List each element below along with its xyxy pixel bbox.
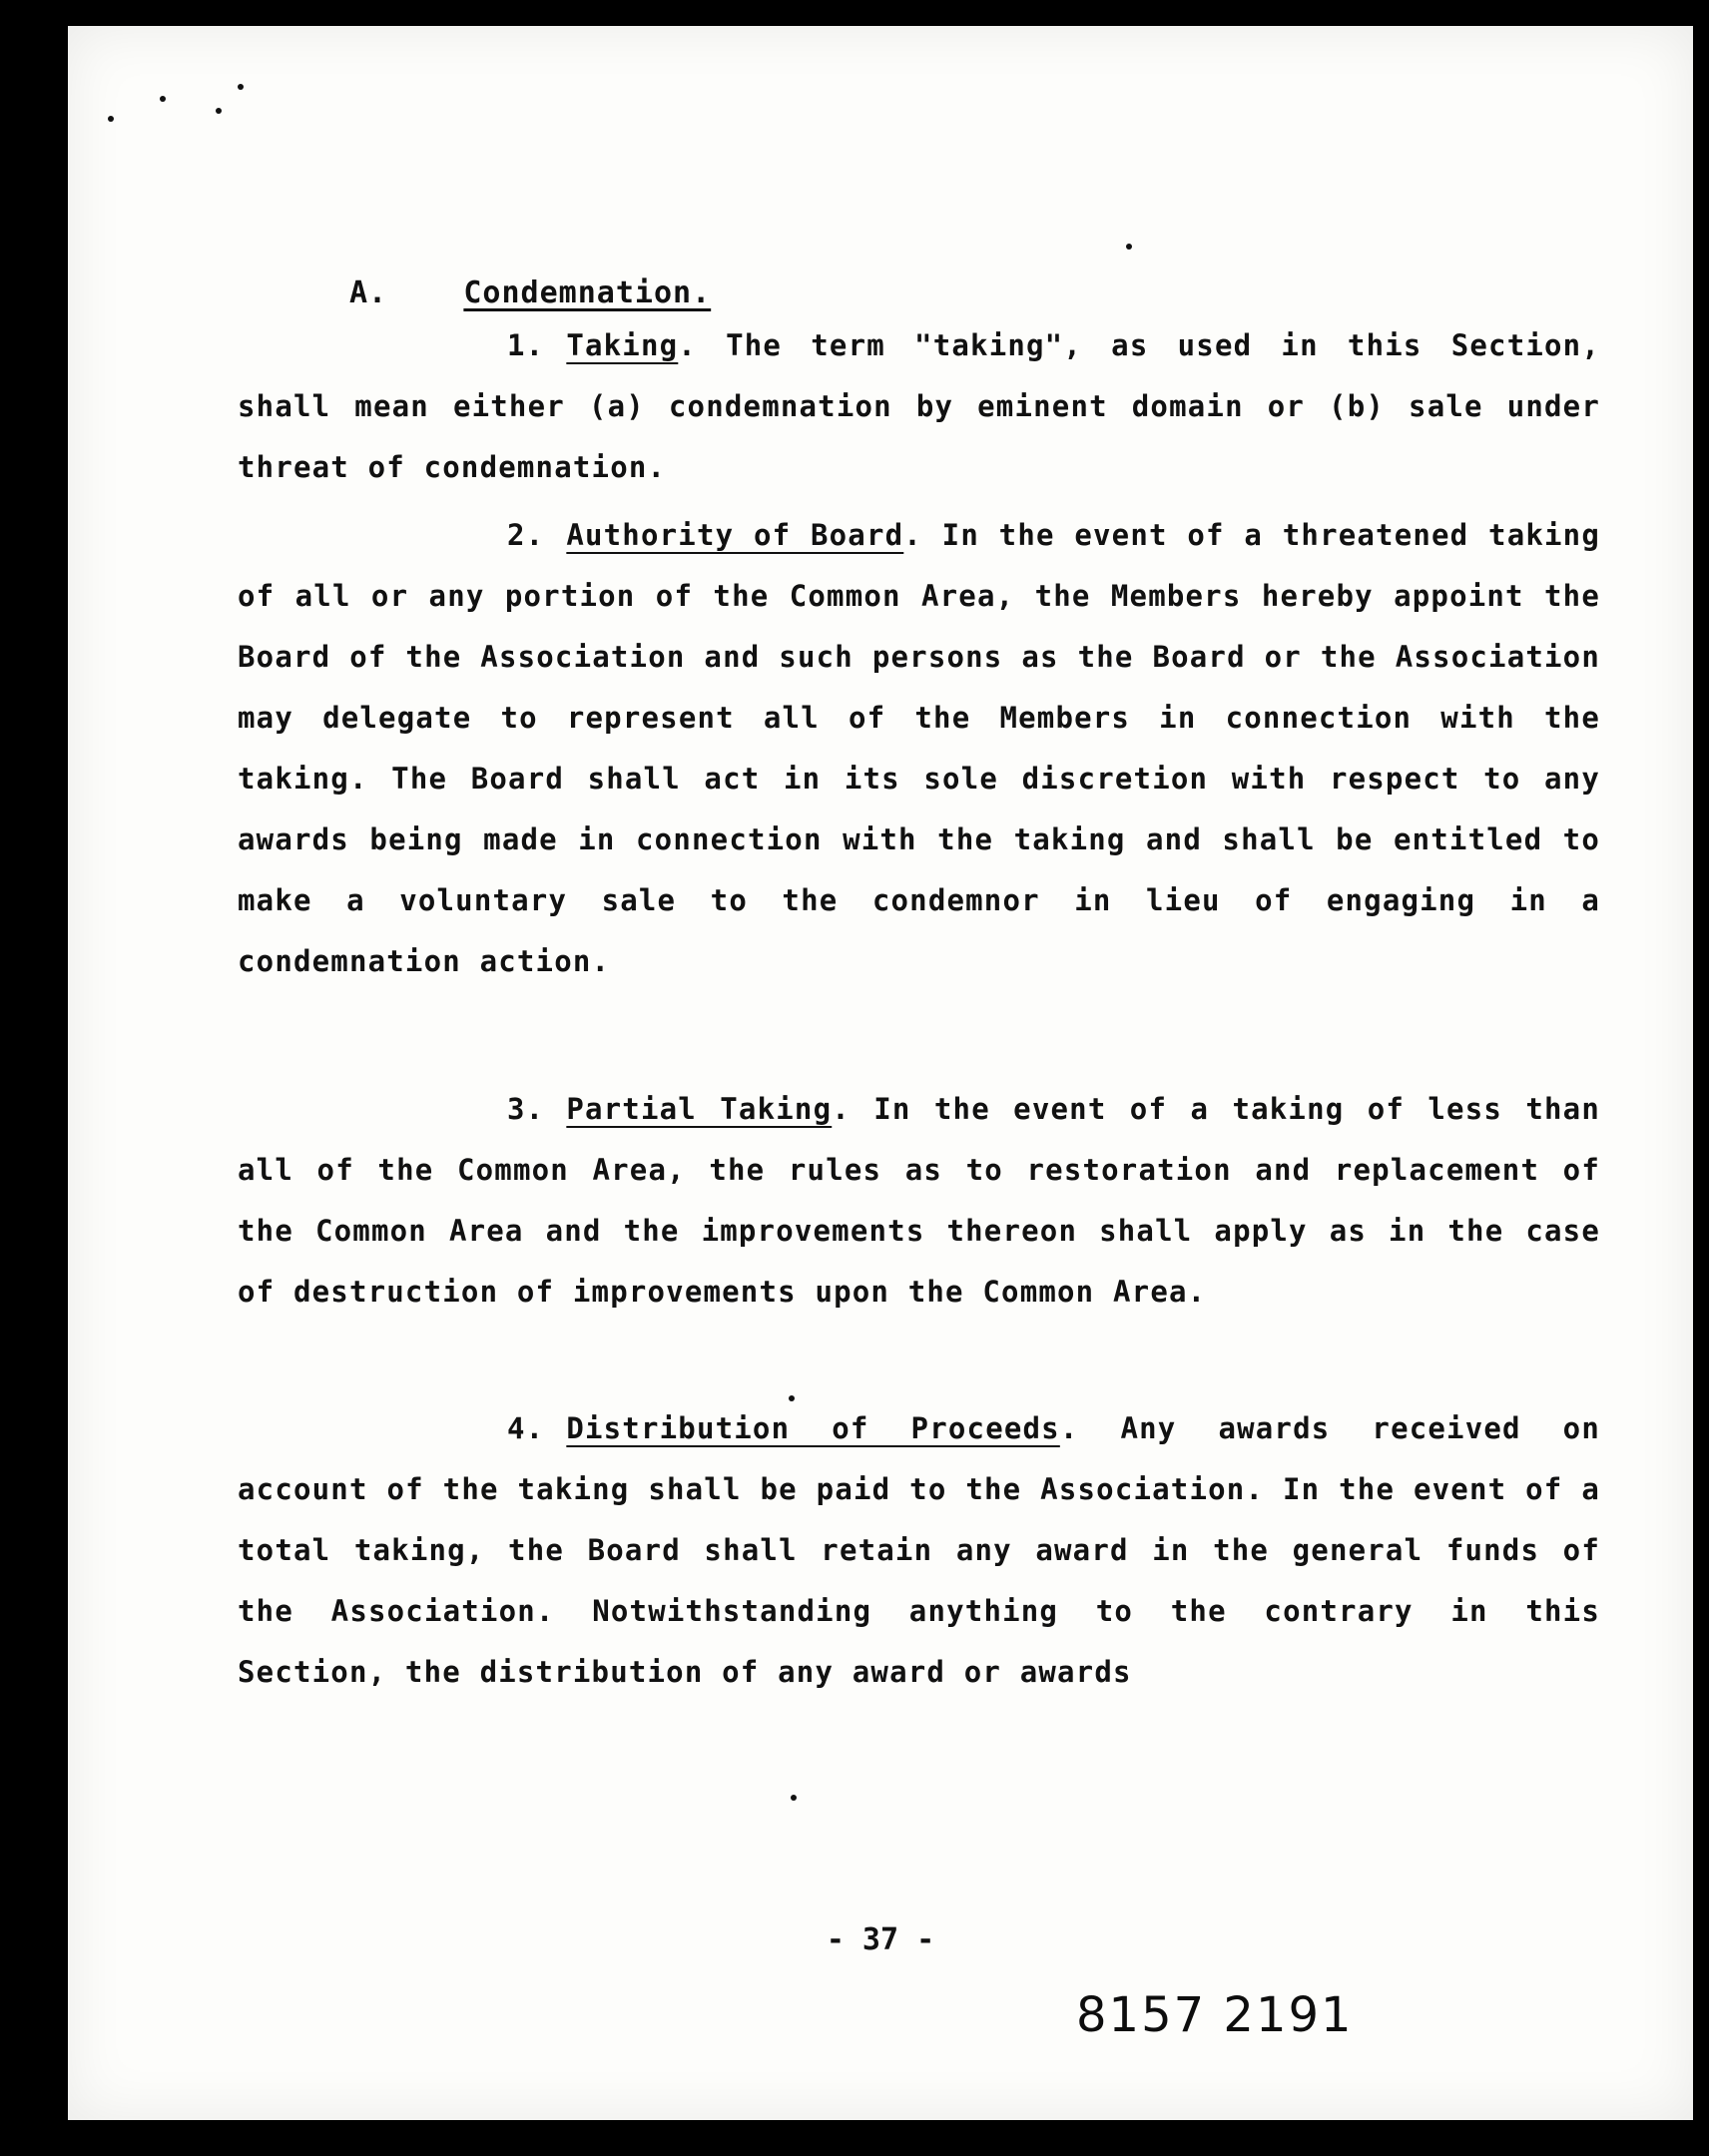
paragraph-text: . In the event of a taking of less than all of the Common Area, the rules as to restoration and replacement of the Common Area and the improvements thereon shall apply as in the case of destruction of improvements upon the Common Area. [238,1092,1600,1309]
paragraph-text: . In the event of a threatened taking of all or any portion of the Common Area, the Members hereby appoint the Board of the Association and such persons as the Board or the Association may delegate to represent all of the Members in connection with the taking. The Board shall act in its sole discretion with respect to any awards being made in connection with the taking and shall be entitled to make a voluntary sale to the condemnor in lieu of engaging in a condemnation action. [238,518,1601,978]
scan-speck [791,1795,797,1801]
paragraph-number: 1. [507,328,545,362]
scan-speck [160,96,166,102]
paragraph-authority-of-board [238,505,1600,992]
paragraph-number: 2. [507,518,545,552]
scan-speck [238,84,244,90]
paragraph-heading: Distribution of Proceeds [566,1411,1060,1445]
paragraph-heading: Partial Taking [566,1092,833,1126]
paragraph-heading: Taking [566,328,679,362]
paragraph-heading: Authority of Board [566,518,904,552]
scan-speck [216,108,222,114]
section-heading [349,275,711,310]
scan-speck [108,116,114,122]
scan-speck [1126,244,1132,250]
document-code: 8157 2191 [1076,1987,1354,2043]
paragraph-number: 3. [507,1092,545,1126]
paragraph-distribution-of-proceeds [238,1398,1600,1703]
section-title: Condemnation. [463,275,712,310]
paragraph-taking [238,315,1600,498]
page-number: - 37 - [826,1922,935,1957]
paragraph-text: . The term "taking", as used in this Section, shall mean either (a) condemnation by eminent domain or (b) sale under threat of condemnation. [238,328,1600,484]
paragraph-number: 4. [507,1411,545,1445]
section-letter: A. [349,275,388,310]
paragraph-partial-taking [238,1079,1600,1323]
document-page [68,26,1693,2120]
paragraph-text: . Any awards received on account of the taking shall be paid to the Association. In the event of a total taking, the Board shall retain any award in the general funds of the Association. Notwithstanding anything to the contrary in this Section, the distribution of any award or awards [238,1411,1600,1689]
